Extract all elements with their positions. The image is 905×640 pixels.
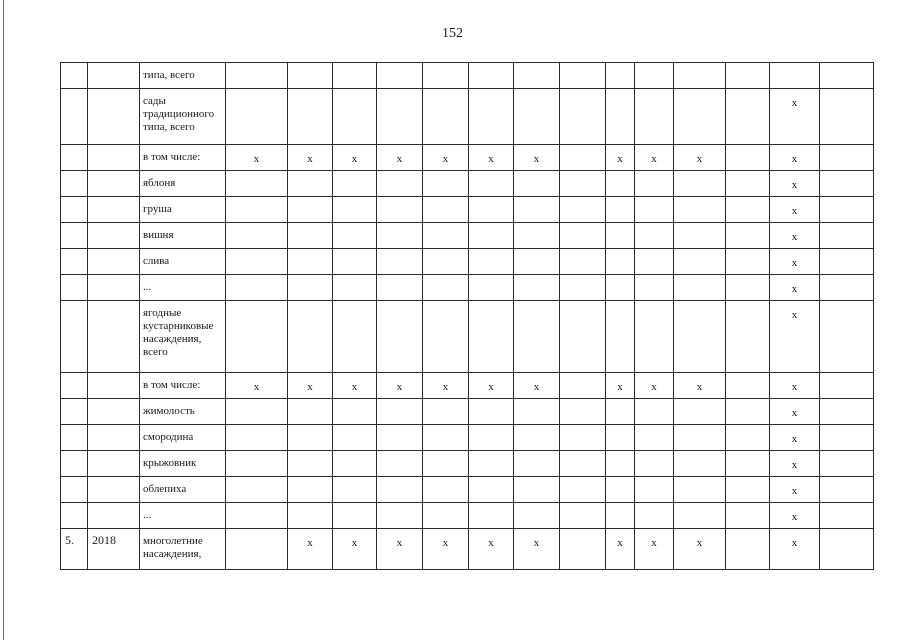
row-number-cell: [61, 249, 88, 275]
value-cell: [333, 197, 377, 223]
value-cell: [674, 503, 726, 529]
value-cell: x: [377, 373, 423, 399]
value-cell: [726, 399, 770, 425]
value-cell: [820, 89, 874, 145]
value-cell: [820, 399, 874, 425]
value-cell: x: [770, 89, 820, 145]
value-cell: x: [226, 145, 288, 171]
row-year-cell: [88, 301, 140, 373]
value-cell: [820, 477, 874, 503]
value-cell: [288, 63, 333, 89]
value-cell: x: [674, 145, 726, 171]
value-cell: [635, 503, 674, 529]
value-cell: [377, 477, 423, 503]
value-cell: [726, 89, 770, 145]
value-cell: [226, 275, 288, 301]
value-cell: [606, 197, 635, 223]
value-cell: x: [770, 145, 820, 171]
row-year-cell: [88, 275, 140, 301]
row-number-cell: [61, 425, 88, 451]
value-cell: [469, 399, 514, 425]
row-name-cell: слива: [140, 249, 226, 275]
table-row: [61, 451, 874, 477]
value-cell: [606, 503, 635, 529]
value-cell: [288, 301, 333, 373]
row-year-cell: [88, 399, 140, 425]
value-cell: x: [770, 373, 820, 399]
row-number-cell: [61, 223, 88, 249]
row-year-cell: [88, 171, 140, 197]
value-cell: [514, 249, 560, 275]
data-table: [60, 62, 874, 570]
value-cell: [514, 63, 560, 89]
value-cell: x: [423, 529, 469, 570]
value-cell: [288, 425, 333, 451]
value-cell: [820, 451, 874, 477]
table-row: [61, 145, 874, 171]
table-row: [61, 399, 874, 425]
row-name-cell: сады традиционного типа, всего: [140, 89, 226, 145]
value-cell: [288, 399, 333, 425]
value-cell: [226, 529, 288, 570]
table-row: [61, 301, 874, 373]
value-cell: [333, 249, 377, 275]
value-cell: x: [514, 145, 560, 171]
value-cell: [560, 249, 606, 275]
row-name-cell: в том числе:: [140, 145, 226, 171]
row-year-cell: [88, 451, 140, 477]
value-cell: [469, 425, 514, 451]
value-cell: [560, 89, 606, 145]
value-cell: [635, 477, 674, 503]
value-cell: x: [514, 373, 560, 399]
value-cell: [560, 171, 606, 197]
value-cell: [820, 301, 874, 373]
row-number-cell: [61, 301, 88, 373]
value-cell: [377, 63, 423, 89]
value-cell: [288, 171, 333, 197]
value-cell: [469, 249, 514, 275]
value-cell: [674, 63, 726, 89]
value-cell: [423, 171, 469, 197]
value-cell: [423, 223, 469, 249]
row-name-cell: многолетние насаждения,: [140, 529, 226, 570]
value-cell: x: [377, 529, 423, 570]
row-number-cell: [61, 89, 88, 145]
value-cell: [333, 171, 377, 197]
value-cell: x: [770, 477, 820, 503]
value-cell: [423, 249, 469, 275]
value-cell: [606, 89, 635, 145]
row-number-cell: [61, 63, 88, 89]
value-cell: [226, 63, 288, 89]
value-cell: [469, 451, 514, 477]
value-cell: [726, 373, 770, 399]
value-cell: [514, 171, 560, 197]
value-cell: [226, 197, 288, 223]
value-cell: x: [770, 503, 820, 529]
value-cell: [560, 145, 606, 171]
row-year-cell: [88, 223, 140, 249]
value-cell: [469, 197, 514, 223]
value-cell: [560, 399, 606, 425]
row-year-cell: 2018: [88, 529, 140, 570]
value-cell: [377, 223, 423, 249]
value-cell: [606, 477, 635, 503]
value-cell: [423, 63, 469, 89]
row-year-cell: [88, 145, 140, 171]
value-cell: [377, 249, 423, 275]
row-number-cell: 5.: [61, 529, 88, 570]
value-cell: x: [770, 197, 820, 223]
value-cell: [469, 63, 514, 89]
value-cell: [674, 275, 726, 301]
value-cell: [726, 425, 770, 451]
value-cell: [560, 425, 606, 451]
value-cell: [226, 171, 288, 197]
row-name-cell: крыжовник: [140, 451, 226, 477]
value-cell: [726, 249, 770, 275]
value-cell: [333, 275, 377, 301]
value-cell: x: [333, 529, 377, 570]
value-cell: x: [288, 373, 333, 399]
value-cell: x: [333, 373, 377, 399]
value-cell: [820, 373, 874, 399]
table-row: [61, 373, 874, 399]
table-row: [61, 89, 874, 145]
row-number-cell: [61, 477, 88, 503]
value-cell: [606, 425, 635, 451]
value-cell: [606, 275, 635, 301]
value-cell: [333, 425, 377, 451]
value-cell: [820, 425, 874, 451]
row-year-cell: [88, 197, 140, 223]
value-cell: x: [288, 145, 333, 171]
value-cell: x: [514, 529, 560, 570]
value-cell: [820, 145, 874, 171]
value-cell: x: [674, 529, 726, 570]
row-year-cell: [88, 373, 140, 399]
value-cell: [423, 503, 469, 529]
row-name-cell: облепиха: [140, 477, 226, 503]
value-cell: [635, 275, 674, 301]
row-year-cell: [88, 89, 140, 145]
value-cell: x: [635, 529, 674, 570]
row-number-cell: [61, 171, 88, 197]
value-cell: [226, 425, 288, 451]
value-cell: [226, 249, 288, 275]
value-cell: [377, 171, 423, 197]
value-cell: [560, 529, 606, 570]
value-cell: [469, 477, 514, 503]
value-cell: [674, 89, 726, 145]
table-row: [61, 223, 874, 249]
value-cell: [726, 171, 770, 197]
value-cell: x: [288, 529, 333, 570]
value-cell: [726, 275, 770, 301]
value-cell: [560, 373, 606, 399]
value-cell: [469, 503, 514, 529]
row-name-cell: груша: [140, 197, 226, 223]
value-cell: [726, 503, 770, 529]
value-cell: [560, 301, 606, 373]
value-cell: [674, 171, 726, 197]
row-number-cell: [61, 451, 88, 477]
row-name-cell: типа, всего: [140, 63, 226, 89]
value-cell: [226, 223, 288, 249]
row-name-cell: ягодные кустарниковые насаждения, всего: [140, 301, 226, 373]
value-cell: [606, 451, 635, 477]
page-left-border: [3, 0, 4, 640]
value-cell: [674, 425, 726, 451]
value-cell: [635, 301, 674, 373]
value-cell: [514, 451, 560, 477]
value-cell: [423, 451, 469, 477]
table-row: [61, 249, 874, 275]
value-cell: x: [770, 275, 820, 301]
value-cell: [514, 477, 560, 503]
value-cell: [423, 275, 469, 301]
value-cell: [674, 249, 726, 275]
value-cell: [674, 223, 726, 249]
value-cell: [288, 275, 333, 301]
value-cell: [333, 89, 377, 145]
value-cell: [635, 89, 674, 145]
value-cell: [560, 63, 606, 89]
value-cell: [514, 399, 560, 425]
value-cell: [674, 301, 726, 373]
value-cell: [820, 223, 874, 249]
value-cell: [820, 63, 874, 89]
value-cell: [377, 425, 423, 451]
value-cell: [560, 451, 606, 477]
value-cell: [377, 451, 423, 477]
value-cell: [726, 223, 770, 249]
value-cell: x: [770, 529, 820, 570]
value-cell: [377, 89, 423, 145]
value-cell: [820, 529, 874, 570]
row-number-cell: [61, 399, 88, 425]
value-cell: [514, 275, 560, 301]
value-cell: x: [226, 373, 288, 399]
table-row: [61, 197, 874, 223]
value-cell: x: [770, 171, 820, 197]
table-row: [61, 425, 874, 451]
value-cell: x: [770, 249, 820, 275]
row-number-cell: [61, 145, 88, 171]
table-row: [61, 171, 874, 197]
value-cell: [514, 503, 560, 529]
value-cell: [377, 399, 423, 425]
value-cell: x: [606, 529, 635, 570]
page-number: 152: [442, 26, 463, 41]
value-cell: [469, 275, 514, 301]
value-cell: [560, 477, 606, 503]
value-cell: [514, 197, 560, 223]
row-year-cell: [88, 425, 140, 451]
value-cell: [423, 425, 469, 451]
value-cell: [820, 249, 874, 275]
value-cell: [770, 63, 820, 89]
value-cell: [377, 503, 423, 529]
value-cell: [635, 451, 674, 477]
value-cell: [469, 171, 514, 197]
row-name-cell: смородина: [140, 425, 226, 451]
value-cell: [606, 223, 635, 249]
value-cell: [635, 197, 674, 223]
row-name-cell: жимолость: [140, 399, 226, 425]
value-cell: [288, 197, 333, 223]
value-cell: x: [469, 373, 514, 399]
value-cell: x: [770, 451, 820, 477]
row-year-cell: [88, 249, 140, 275]
table-row: [61, 477, 874, 503]
value-cell: x: [469, 145, 514, 171]
row-name-cell: в том числе:: [140, 373, 226, 399]
value-cell: [333, 223, 377, 249]
value-cell: x: [770, 301, 820, 373]
value-cell: [635, 249, 674, 275]
table-row: [61, 63, 874, 89]
value-cell: x: [333, 145, 377, 171]
value-cell: x: [635, 373, 674, 399]
value-cell: [469, 223, 514, 249]
value-cell: x: [770, 425, 820, 451]
value-cell: [469, 89, 514, 145]
value-cell: [333, 399, 377, 425]
value-cell: x: [423, 145, 469, 171]
value-cell: x: [770, 223, 820, 249]
value-cell: [674, 197, 726, 223]
value-cell: [423, 477, 469, 503]
value-cell: [514, 301, 560, 373]
value-cell: [674, 399, 726, 425]
value-cell: [514, 425, 560, 451]
value-cell: [333, 477, 377, 503]
value-cell: [726, 301, 770, 373]
value-cell: [288, 249, 333, 275]
row-name-cell: ...: [140, 503, 226, 529]
value-cell: [635, 171, 674, 197]
value-cell: [726, 451, 770, 477]
table-row: [61, 529, 874, 570]
value-cell: [726, 63, 770, 89]
value-cell: [226, 503, 288, 529]
value-cell: [226, 451, 288, 477]
value-cell: [469, 301, 514, 373]
value-cell: [226, 477, 288, 503]
value-cell: [606, 171, 635, 197]
value-cell: [377, 301, 423, 373]
value-cell: x: [674, 373, 726, 399]
row-year-cell: [88, 477, 140, 503]
value-cell: [226, 399, 288, 425]
row-number-cell: [61, 503, 88, 529]
value-cell: [606, 249, 635, 275]
row-name-cell: вишня: [140, 223, 226, 249]
value-cell: x: [606, 145, 635, 171]
value-cell: [726, 477, 770, 503]
value-cell: [726, 529, 770, 570]
value-cell: [820, 197, 874, 223]
value-cell: x: [469, 529, 514, 570]
value-cell: [423, 301, 469, 373]
value-cell: [560, 223, 606, 249]
value-cell: [820, 275, 874, 301]
value-cell: [606, 301, 635, 373]
value-cell: [635, 63, 674, 89]
value-cell: [333, 301, 377, 373]
value-cell: [423, 399, 469, 425]
value-cell: [606, 63, 635, 89]
value-cell: [606, 399, 635, 425]
value-cell: [514, 223, 560, 249]
row-year-cell: [88, 63, 140, 89]
value-cell: [288, 451, 333, 477]
value-cell: [674, 451, 726, 477]
value-cell: [288, 89, 333, 145]
value-cell: [635, 425, 674, 451]
value-cell: [333, 451, 377, 477]
value-cell: [560, 275, 606, 301]
value-cell: [288, 223, 333, 249]
value-cell: [333, 63, 377, 89]
value-cell: [674, 477, 726, 503]
row-year-cell: [88, 503, 140, 529]
value-cell: [560, 197, 606, 223]
value-cell: [560, 503, 606, 529]
value-cell: x: [606, 373, 635, 399]
value-cell: [514, 89, 560, 145]
row-number-cell: [61, 275, 88, 301]
value-cell: [820, 171, 874, 197]
value-cell: [635, 399, 674, 425]
value-cell: [226, 301, 288, 373]
row-name-cell: яблоня: [140, 171, 226, 197]
value-cell: [423, 89, 469, 145]
row-number-cell: [61, 197, 88, 223]
value-cell: [288, 477, 333, 503]
value-cell: [377, 197, 423, 223]
value-cell: x: [423, 373, 469, 399]
value-cell: [635, 223, 674, 249]
value-cell: x: [770, 399, 820, 425]
table-row: [61, 503, 874, 529]
value-cell: [333, 503, 377, 529]
row-number-cell: [61, 373, 88, 399]
row-name-cell: ...: [140, 275, 226, 301]
value-cell: [288, 503, 333, 529]
value-cell: [377, 275, 423, 301]
value-cell: x: [377, 145, 423, 171]
value-cell: [726, 145, 770, 171]
value-cell: x: [635, 145, 674, 171]
table-row: [61, 275, 874, 301]
value-cell: [820, 503, 874, 529]
value-cell: [423, 197, 469, 223]
value-cell: [226, 89, 288, 145]
value-cell: [726, 197, 770, 223]
